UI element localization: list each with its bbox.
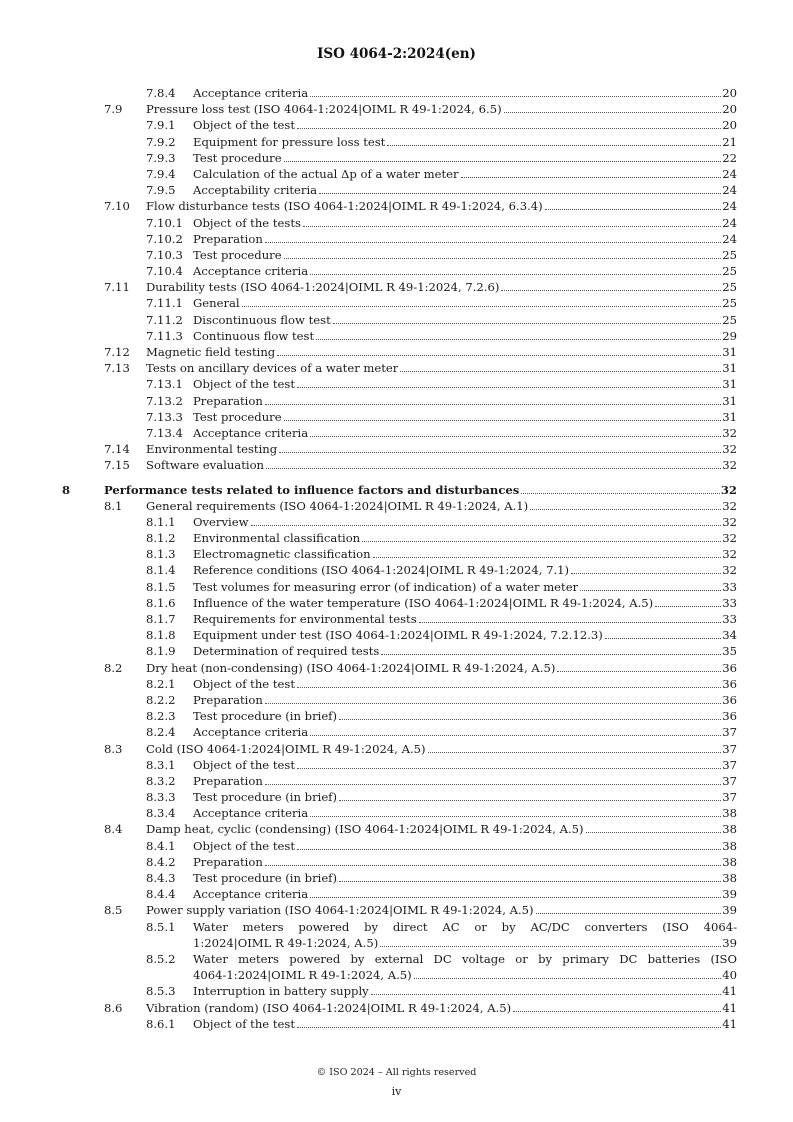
toc-leader-dots [428, 751, 722, 753]
toc-leader-dots [461, 176, 722, 178]
toc-entry[interactable] [0, 903, 793, 919]
toc-entry-page: 32 [722, 563, 737, 578]
toc-entry-page: 24 [722, 231, 737, 246]
toc-entry-page: 41 [722, 984, 737, 999]
toc-entry[interactable] [0, 563, 793, 579]
toc-leader-dots [277, 354, 721, 356]
toc-leader-dots [400, 370, 721, 372]
toc-entry-number: 8.1.9 [146, 644, 176, 659]
toc-entry[interactable] [0, 871, 793, 887]
toc-entry-title: Object of the test [193, 757, 295, 772]
toc-entry-title: Object of the test [193, 118, 295, 133]
toc-entry-page: 32 [722, 514, 737, 529]
toc-entry-number: 7.13.4 [146, 425, 183, 440]
toc-leader-dots [265, 241, 721, 243]
toc-entry-page: 24 [722, 215, 737, 230]
toc-entry-number: 8.6.1 [146, 1016, 176, 1031]
toc-entry[interactable] [0, 758, 793, 774]
toc-entry-page: 24 [722, 183, 737, 198]
toc-entry-page: 36 [722, 660, 737, 675]
toc-entry-title: General [193, 296, 240, 311]
toc-entry-page: 22 [722, 150, 737, 165]
toc-leader-dots [297, 386, 721, 388]
toc-entry-title: Performance tests related to influence factors and disturbances [104, 482, 520, 497]
toc-entry[interactable] [0, 887, 793, 903]
toc-entry[interactable] [0, 693, 793, 709]
toc-leader-dots [381, 653, 721, 655]
toc-entry[interactable] [0, 515, 793, 531]
toc-entry-title: Environmental classification [193, 531, 361, 546]
toc-entry-title: Determination of required tests [193, 644, 380, 659]
toc-entry-title: Equipment for pressure loss test [193, 134, 386, 149]
toc-entry-page: 41 [722, 1000, 737, 1015]
toc-entry-number: 7.11.3 [146, 328, 183, 343]
toc-entry-number: 8.4.4 [146, 887, 176, 902]
toc-entry-number: 8.2.3 [146, 709, 176, 724]
toc-leader-dots [303, 225, 721, 227]
toc-entry-page: 38 [722, 838, 737, 853]
toc-entry-page: 25 [722, 247, 737, 262]
toc-entry[interactable] [0, 248, 793, 264]
page-number: iv [391, 1085, 402, 1098]
toc-leader-dots [521, 492, 720, 494]
toc-entry-title: Dry heat (non-condensing) (ISO 4064-1:2024|OIML R 49-1:2024, A.5) [146, 660, 556, 675]
toc-entry-title-continued: 4064-1:2024|OIML R 49-1:2024, A.5) [193, 968, 412, 983]
toc-entry-title: Object of the test [193, 1016, 295, 1031]
toc-leader-dots [297, 127, 721, 129]
toc-entry-title: Test procedure (in brief) [193, 871, 337, 885]
toc-entry-page: 35 [722, 644, 737, 659]
document-title: ISO 4064-2:2024(en) [317, 46, 476, 62]
toc-entry[interactable] [0, 806, 793, 822]
toc-leader-dots [284, 160, 722, 162]
toc-entry-number: 8.1.3 [146, 547, 176, 562]
toc-entry-title: Preparation [193, 854, 263, 869]
toc-entry-title: Interruption in battery supply [193, 984, 369, 999]
toc-entry[interactable] [0, 547, 793, 563]
toc-leader-dots [266, 467, 721, 469]
toc-entry-page: 20 [722, 118, 737, 133]
toc-entry-number: 7.9 [104, 102, 123, 117]
toc-leader-dots [373, 556, 722, 558]
toc-leader-dots [265, 783, 721, 785]
toc-entry[interactable] [0, 677, 793, 693]
toc-entry-title: Vibration (random) (ISO 4064-1:2024|OIML R 49-1:2024, A.5) [146, 1000, 512, 1015]
toc-entry-number: 8.5 [104, 903, 123, 918]
copyright-notice: © ISO 2024 – All rights reserved [316, 1067, 477, 1078]
toc-entry[interactable] [0, 661, 793, 677]
toc-leader-dots [310, 815, 721, 817]
toc-entry-number: 8.2.1 [146, 676, 176, 691]
toc-leader-dots [571, 572, 721, 574]
toc-entry-number: 8.1.1 [146, 514, 176, 529]
toc-entry[interactable] [0, 742, 793, 758]
toc-entry[interactable] [0, 952, 793, 968]
toc-entry-page: 36 [722, 709, 737, 724]
toc-entry[interactable] [0, 313, 793, 329]
toc-leader-dots [419, 621, 722, 623]
toc-entry[interactable] [0, 216, 793, 232]
toc-leader-dots [284, 419, 722, 421]
toc-entry-continuation[interactable] [0, 936, 793, 952]
toc-leader-dots [586, 831, 722, 833]
toc-entry-number: 8.5.1 [146, 919, 176, 934]
toc-entry-title: General requirements (ISO 4064-1:2024|OIML R 49-1:2024, A.1) [146, 498, 529, 513]
toc-entry-title: Preparation [193, 773, 263, 788]
toc-entry-title: Preparation [193, 692, 263, 707]
toc-entry-number: 8.3.2 [146, 773, 176, 788]
toc-entry[interactable] [0, 151, 793, 167]
toc-leader-dots [339, 799, 721, 801]
toc-entry-number: 8.3.3 [146, 790, 176, 805]
toc-entry-number: 8.4.3 [146, 871, 176, 885]
toc-leader-dots [265, 864, 721, 866]
toc-entry[interactable] [0, 725, 793, 741]
toc-entry-page: 36 [722, 692, 737, 707]
toc-entry[interactable] [0, 596, 793, 612]
toc-entry-page: 29 [722, 328, 737, 343]
toc-entry-number: 8.1.8 [146, 628, 176, 643]
toc-entry-title: Acceptance criteria [193, 806, 309, 821]
toc-entry[interactable] [0, 199, 793, 215]
toc-entry-page: 20 [722, 86, 737, 100]
toc-entry-number: 7.13.1 [146, 377, 183, 392]
toc-entry-title: Preparation [193, 393, 263, 408]
toc-entry-page: 37 [722, 773, 737, 788]
toc-entry-page: 32 [722, 498, 737, 513]
toc-entry-number: 8.3 [104, 741, 123, 756]
toc-entry-number: 8.1.2 [146, 531, 176, 546]
toc-entry-page: 38 [722, 854, 737, 869]
toc-entry-number: 8.3.1 [146, 757, 176, 772]
toc-entry-title: Equipment under test (ISO 4064-1:2024|OIML R 49-1:2024, 7.2.12.3) [193, 628, 603, 643]
toc-entry-number: 7.9.4 [146, 166, 176, 181]
toc-entry[interactable] [0, 345, 793, 361]
toc-leader-dots [362, 540, 721, 542]
toc-entry-title: Test procedure [193, 247, 282, 262]
toc-entry-title: Preparation [193, 231, 263, 246]
toc-entry-title: Magnetic field testing [146, 345, 276, 359]
toc-entry-number: 7.10.3 [146, 247, 183, 262]
toc-entry-page: 40 [722, 968, 737, 983]
toc-entry-title: Discontinuous flow test [193, 312, 331, 327]
toc-entry-number: 8.2.2 [146, 692, 176, 707]
toc-entry-number: 7.8.4 [146, 86, 176, 100]
toc-entry[interactable] [0, 264, 793, 280]
toc-leader-dots [380, 945, 721, 947]
toc-entry-number: 7.11.1 [146, 296, 183, 311]
toc-entry[interactable] [0, 118, 793, 134]
toc-entry-page: 31 [722, 361, 737, 376]
toc-leader-dots [371, 993, 722, 995]
toc-entry[interactable] [0, 580, 793, 596]
toc-entry-number: 7.13.2 [146, 393, 183, 408]
toc-leader-dots [251, 524, 722, 526]
toc-entry-page: 21 [722, 134, 737, 149]
toc-leader-dots [310, 273, 721, 275]
toc-entry-number: 7.10 [104, 199, 130, 214]
toc-entry-page: 25 [722, 296, 737, 311]
toc-entry-title: Object of the test [193, 377, 295, 392]
toc-entry-title: Calculation of the actual Δp of a water meter [193, 166, 459, 181]
toc-entry-page: 33 [722, 612, 737, 626]
toc-entry-title: Influence of the water temperature (ISO 4064-1:2024|OIML R 49-1:2024, A.5) [193, 595, 654, 610]
toc-entry[interactable] [0, 102, 793, 118]
table-of-contents [0, 86, 793, 1033]
toc-leader-dots [530, 508, 721, 510]
toc-entry-title: Test procedure (in brief) [193, 790, 337, 805]
toc-entry[interactable] [0, 483, 793, 499]
toc-entry-number: 7.13.3 [146, 409, 183, 424]
toc-entry[interactable] [0, 531, 793, 547]
toc-entry-number: 8.3.4 [146, 806, 176, 821]
toc-leader-dots [536, 912, 722, 914]
toc-entry-number: 8.2.4 [146, 725, 176, 740]
toc-entry[interactable] [0, 329, 793, 345]
toc-entry[interactable] [0, 1001, 793, 1017]
toc-entry-page: 31 [722, 345, 737, 359]
toc-leader-dots [284, 257, 722, 259]
toc-leader-dots [605, 637, 721, 639]
toc-entry-title: Continuous flow test [193, 328, 315, 343]
toc-entry-title: Acceptance criteria [193, 86, 309, 100]
toc-leader-dots [339, 880, 721, 882]
toc-entry-number: 8.1.7 [146, 612, 176, 626]
toc-entry-page: 37 [722, 741, 737, 756]
toc-entry-number: 7.9.1 [146, 118, 176, 133]
toc-entry[interactable] [0, 790, 793, 806]
toc-entry-number: 8.5.2 [146, 951, 176, 966]
toc-entry-title: Acceptance criteria [193, 264, 309, 279]
toc-entry[interactable] [0, 984, 793, 1000]
toc-leader-dots [504, 111, 722, 113]
toc-leader-dots [297, 767, 721, 769]
toc-entry-number: 8.5.3 [146, 984, 176, 999]
toc-entry-number: 8.4.1 [146, 838, 176, 853]
toc-entry-continuation[interactable] [0, 968, 793, 984]
toc-leader-dots [580, 589, 721, 591]
toc-leader-dots [310, 896, 721, 898]
toc-entry[interactable] [0, 377, 793, 393]
toc-entry-title: Overview [193, 514, 249, 529]
toc-leader-dots [297, 686, 721, 688]
toc-entry-page: 41 [722, 1016, 737, 1031]
toc-leader-dots [310, 95, 721, 97]
toc-entry[interactable] [0, 709, 793, 725]
toc-leader-dots [242, 305, 722, 307]
toc-entry-title-continued: 1:2024|OIML R 49-1:2024, A.5) [193, 935, 379, 950]
toc-leader-dots [310, 435, 721, 437]
toc-leader-dots [265, 702, 721, 704]
toc-entry-page: 34 [722, 628, 737, 643]
toc-leader-dots [310, 734, 721, 736]
toc-leader-dots [655, 605, 721, 607]
toc-leader-dots [297, 1026, 721, 1028]
toc-entry-page: 37 [722, 757, 737, 772]
toc-leader-dots [279, 451, 721, 453]
toc-entry-title: Test procedure [193, 150, 282, 165]
toc-entry[interactable] [0, 442, 793, 458]
toc-entry-page: 31 [722, 393, 737, 408]
toc-entry-page: 32 [722, 458, 737, 473]
toc-entry-number: 8.1.5 [146, 579, 176, 594]
toc-entry-number: 7.15 [104, 458, 130, 473]
toc-entry[interactable] [0, 135, 793, 151]
toc-entry-page: 38 [722, 806, 737, 821]
toc-entry[interactable] [0, 774, 793, 790]
toc-leader-dots [297, 848, 721, 850]
toc-entry-page: 31 [722, 377, 737, 392]
toc-leader-dots [333, 322, 722, 324]
toc-entry[interactable] [0, 628, 793, 644]
toc-entry-title: Reference conditions (ISO 4064-1:2024|OIML R 49-1:2024, 7.1) [193, 563, 570, 578]
toc-entry-page: 37 [722, 790, 737, 805]
toc-entry-page: 32 [720, 482, 737, 497]
toc-entry[interactable] [0, 426, 793, 442]
toc-entry-title: Durability tests (ISO 4064-1:2024|OIML R 49-1:2024, 7.2.6) [146, 280, 500, 295]
toc-entry-number: 7.9.2 [146, 134, 176, 149]
toc-leader-dots [265, 403, 721, 405]
toc-entry-page: 37 [722, 725, 737, 740]
toc-leader-dots [319, 192, 721, 194]
toc-entry[interactable] [0, 183, 793, 199]
toc-entry-page: 39 [722, 935, 737, 950]
toc-leader-dots [339, 718, 721, 720]
toc-entry-page: 32 [722, 531, 737, 546]
toc-entry-title: Test procedure (in brief) [193, 709, 337, 724]
toc-entry-page: 25 [722, 264, 737, 279]
toc-entry-number: 8.1.4 [146, 563, 176, 578]
toc-entry[interactable] [0, 232, 793, 248]
toc-entry-page: 33 [722, 579, 737, 594]
toc-entry-title: Flow disturbance tests (ISO 4064-1:2024|OIML R 49-1:2024, 6.3.4) [146, 199, 543, 214]
toc-entry-title: Power supply variation (ISO 4064-1:2024|OIML R 49-1:2024, A.5) [146, 903, 534, 918]
toc-entry-title: Object of the test [193, 676, 295, 691]
toc-entry-number: 8.4.2 [146, 854, 176, 869]
toc-entry[interactable] [0, 86, 793, 102]
toc-entry-page: 32 [722, 442, 737, 457]
toc-entry-title: Object of the test [193, 838, 295, 853]
toc-entry-title: Tests on ancillary devices of a water meter [146, 361, 399, 376]
toc-entry-title: Water meters powered by direct AC or by AC/DC converters (ISO 4064- [193, 919, 737, 934]
toc-entry-page: 32 [722, 425, 737, 440]
toc-entry-title: Water meters powered by external DC voltage or by primary DC batteries (ISO [193, 951, 737, 966]
toc-entry-number: 8.1.6 [146, 595, 176, 610]
toc-entry-page: 31 [722, 409, 737, 424]
toc-entry-number: 7.14 [104, 442, 130, 457]
toc-entry[interactable] [0, 1017, 793, 1033]
toc-entry-number: 7.10.2 [146, 231, 183, 246]
toc-entry-number: 8.4 [104, 822, 123, 837]
toc-entry[interactable] [0, 167, 793, 183]
toc-entry-number: 7.13 [104, 361, 130, 376]
toc-entry-page: 38 [722, 822, 737, 837]
toc-entry-title: Electromagnetic classification [193, 547, 371, 562]
toc-entry-title: Acceptability criteria [193, 183, 318, 198]
toc-entry-title: Acceptance criteria [193, 425, 309, 440]
toc-entry-number: 7.12 [104, 345, 130, 359]
toc-entry-title: Software evaluation [146, 458, 265, 473]
toc-entry[interactable] [0, 855, 793, 871]
toc-entry[interactable] [0, 410, 793, 426]
toc-leader-dots [545, 208, 722, 210]
toc-entry-title: Test volumes for measuring error (of indication) of a water meter [193, 579, 579, 594]
toc-entry[interactable] [0, 920, 793, 936]
toc-entry-number: 8.6 [104, 1000, 123, 1015]
toc-entry-page: 25 [722, 280, 737, 295]
toc-entry[interactable] [0, 458, 793, 474]
toc-entry-number: 8 [62, 482, 71, 497]
toc-leader-dots [414, 977, 722, 979]
toc-leader-dots [513, 1010, 721, 1012]
toc-entry-page: 24 [722, 166, 737, 181]
toc-entry[interactable] [0, 296, 793, 312]
toc-entry-page: 39 [722, 887, 737, 902]
toc-entry-page: 38 [722, 871, 737, 885]
toc-entry[interactable] [0, 644, 793, 660]
toc-entry-title: Acceptance criteria [193, 725, 309, 740]
toc-entry[interactable] [0, 280, 793, 296]
toc-entry[interactable] [0, 612, 793, 628]
toc-entry-title: Cold (ISO 4064-1:2024|OIML R 49-1:2024, A.5) [146, 741, 426, 756]
toc-entry-title: Test procedure [193, 409, 282, 424]
toc-entry-page: 33 [722, 595, 737, 610]
toc-entry-number: 7.11 [104, 280, 130, 295]
toc-entry-title: Damp heat, cyclic (condensing) (ISO 4064-1:2024|OIML R 49-1:2024, A.5) [146, 822, 584, 837]
toc-entry-title: Pressure loss test (ISO 4064-1:2024|OIML R 49-1:2024, 6.5) [146, 102, 502, 117]
toc-entry-page: 25 [722, 312, 737, 327]
toc-entry-page: 20 [722, 102, 737, 117]
toc-entry-number: 7.9.3 [146, 150, 176, 165]
toc-entry-number: 8.1 [104, 498, 123, 513]
toc-entry-number: 8.2 [104, 660, 123, 675]
toc-entry-number: 7.10.1 [146, 215, 183, 230]
toc-entry-number: 7.11.2 [146, 312, 183, 327]
toc-entry[interactable] [0, 499, 793, 515]
toc-leader-dots [501, 289, 721, 291]
toc-entry[interactable] [0, 361, 793, 377]
toc-entry-page: 24 [722, 199, 737, 214]
toc-leader-dots [557, 670, 721, 672]
toc-entry-page: 36 [722, 676, 737, 691]
toc-entry-page: 39 [722, 903, 737, 918]
toc-entry-number: 7.9.5 [146, 183, 176, 198]
toc-entry[interactable] [0, 839, 793, 855]
toc-entry-title: Requirements for environmental tests [193, 612, 417, 626]
toc-entry[interactable] [0, 822, 793, 838]
toc-entry-title: Environmental testing [146, 442, 278, 457]
toc-entry-number: 7.10.4 [146, 264, 183, 279]
toc-entry-title: Acceptance criteria [193, 887, 309, 902]
toc-leader-dots [316, 338, 721, 340]
toc-leader-dots [387, 144, 721, 146]
toc-entry-page: 32 [722, 547, 737, 562]
toc-entry[interactable] [0, 394, 793, 410]
toc-entry-title: Object of the tests [193, 215, 301, 230]
